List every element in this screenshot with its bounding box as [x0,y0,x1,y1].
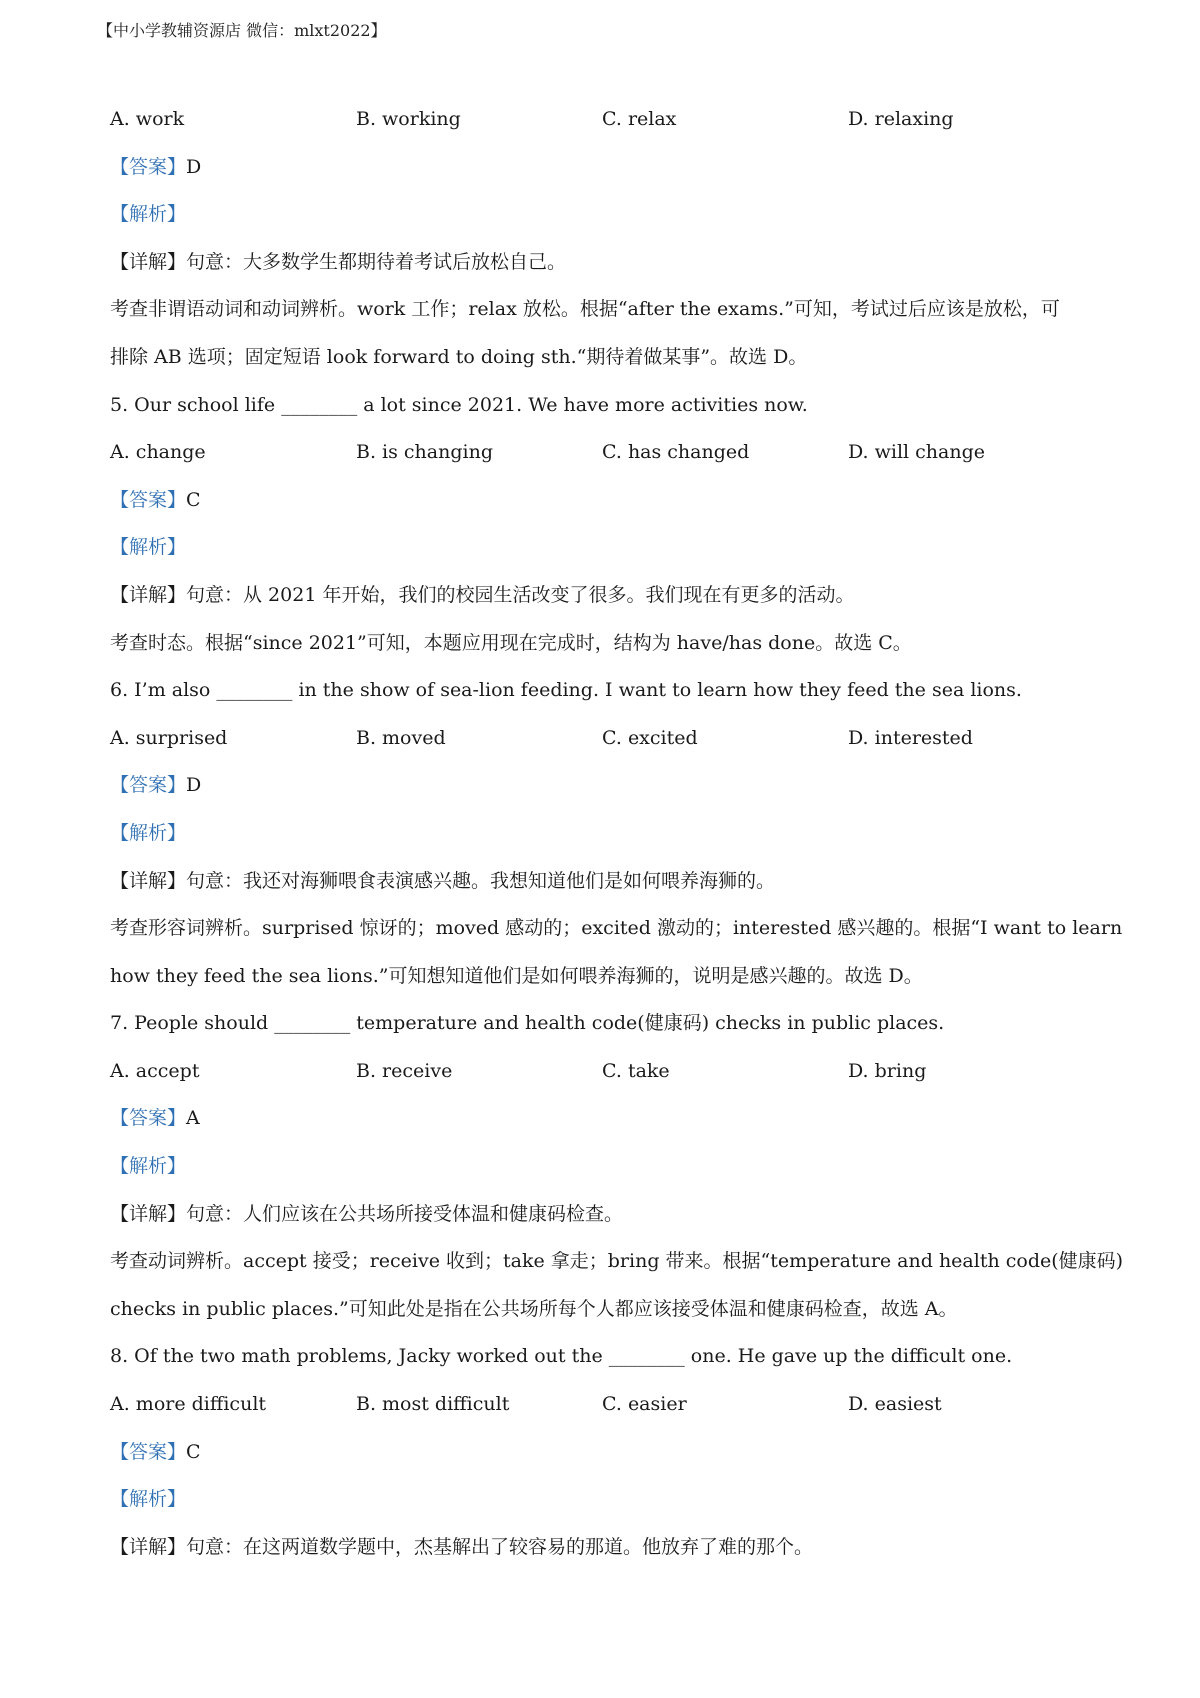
detail-text: 句意：人们应该在公共场所接受体温和健康码检查。 [186,1202,624,1225]
option-c: C. easier [602,1393,687,1416]
options-row [110,715,1110,763]
option-a: A. accept [110,1059,200,1082]
answer-value: D [186,774,202,797]
answer-line [110,1095,1110,1143]
detail-line [110,239,1110,287]
detail-label: 【详解】 [110,1202,187,1225]
detail-text: 句意：大多数学生都期待着考试后放松自己。 [186,250,567,273]
option-c: C. has changed [602,441,750,464]
explain-line: 考查时态。根据“since 2021”可知，本题应用现在完成时，结构为 have/has done。故选 C。 [110,631,912,654]
option-b: B. moved [356,726,446,749]
answer-value: C [186,1440,201,1463]
option-b: B. receive [356,1059,453,1082]
option-c: C. excited [602,726,698,749]
option-c: C. relax [602,108,677,130]
option-a: A. more difficult [110,1393,267,1416]
detail-label: 【详解】 [110,250,187,273]
option-c: C. take [602,1059,670,1082]
option-d: D. bring [848,1059,927,1082]
option-a: A. change [110,441,206,464]
detail-line [110,572,1110,620]
explain-line: 考查形容词辨析。surprised 惊讶的；moved 感动的；excited 激动的；interested 感兴趣的。根据“I want to learn [110,917,1123,940]
answer-value: C [186,488,201,511]
analysis-label: 【解析】 [110,821,187,844]
answer-label: 【答案】 [110,488,187,511]
detail-text: 句意：从 2021 年开始，我们的校园生活改变了很多。我们现在有更多的活动。 [186,583,855,606]
detail-line [110,1524,1110,1572]
question-text: 5. Our school life ________ a lot since 2021. We have more activities now. [110,393,808,416]
option-d: D. interested [848,726,973,749]
question-text: 6. I’m also ________ in the show of sea-lion feeding. I want to learn how they feed the sea lions. [110,679,1022,702]
option-a: A. work [110,108,185,130]
option-b: B. most difficult [356,1393,510,1416]
answer-value: D [186,155,202,178]
explain-line: 考查动词辨析。accept 接受；receive 收到；take 拿走；bring 带来。根据“temperature and health code(健康码) [110,1250,1124,1273]
question-text: 8. Of the two math problems, Jacky worked out the ________ one. He gave up the difficult one. [110,1345,1013,1368]
option-b: B. working [356,108,461,130]
analysis-label: 【解析】 [110,1488,187,1511]
detail-text: 句意：我还对海狮喂食表演感兴趣。我想知道他们是如何喂养海狮的。 [186,869,776,892]
options-row [110,1048,1110,1096]
answer-line [110,477,1110,525]
analysis-label: 【解析】 [110,536,187,559]
analysis-label: 【解析】 [110,203,187,226]
options-row [110,429,1110,477]
explain-line: how they feed the sea lions.”可知想知道他们是如何喂养海狮的，说明是感兴趣的。故选 D。 [110,964,923,987]
answer-label: 【答案】 [110,1440,187,1463]
option-b: B. is changing [356,441,493,464]
option-d: D. easiest [848,1393,942,1416]
analysis-label: 【解析】 [110,1155,187,1178]
detail-line [110,1191,1110,1239]
explain-line: 考查非谓语动词和动词辨析。work 工作；relax 放松。根据“after the exams.”可知，考试过后应该是放松，可 [110,298,1060,321]
answer-label: 【答案】 [110,774,187,797]
detail-text: 句意：在这两道数学题中，杰基解出了较容易的那道。他放弃了难的那个。 [186,1535,814,1558]
explain-line: checks in public places.”可知此处是指在公共场所每个人都应该接受体温和健康码检查，故选 A。 [110,1297,958,1320]
detail-line [110,858,1110,906]
detail-label: 【详解】 [110,869,187,892]
options-row [110,96,1110,144]
option-d: D. relaxing [848,108,954,130]
answer-line [110,1429,1110,1477]
answer-label: 【答案】 [110,155,187,178]
detail-label: 【详解】 [110,1535,187,1558]
answer-line [110,144,1110,192]
document-body [110,96,1124,1571]
question-text: 7. People should ________ temperature and health code(健康码) checks in public places. [110,1012,945,1035]
options-row [110,1381,1110,1429]
option-a: A. surprised [110,726,228,749]
option-d: D. will change [848,441,986,464]
answer-value: A [186,1107,200,1130]
detail-label: 【详解】 [110,583,187,606]
answer-label: 【答案】 [110,1107,187,1130]
answer-line [110,762,1110,810]
explain-line: 排除 AB 选项；固定短语 look forward to doing sth.“期待着做某事”。故选 D。 [110,345,808,368]
page-header: 【中小学教辅资源店 微信：mlxt2022】 [97,21,387,40]
